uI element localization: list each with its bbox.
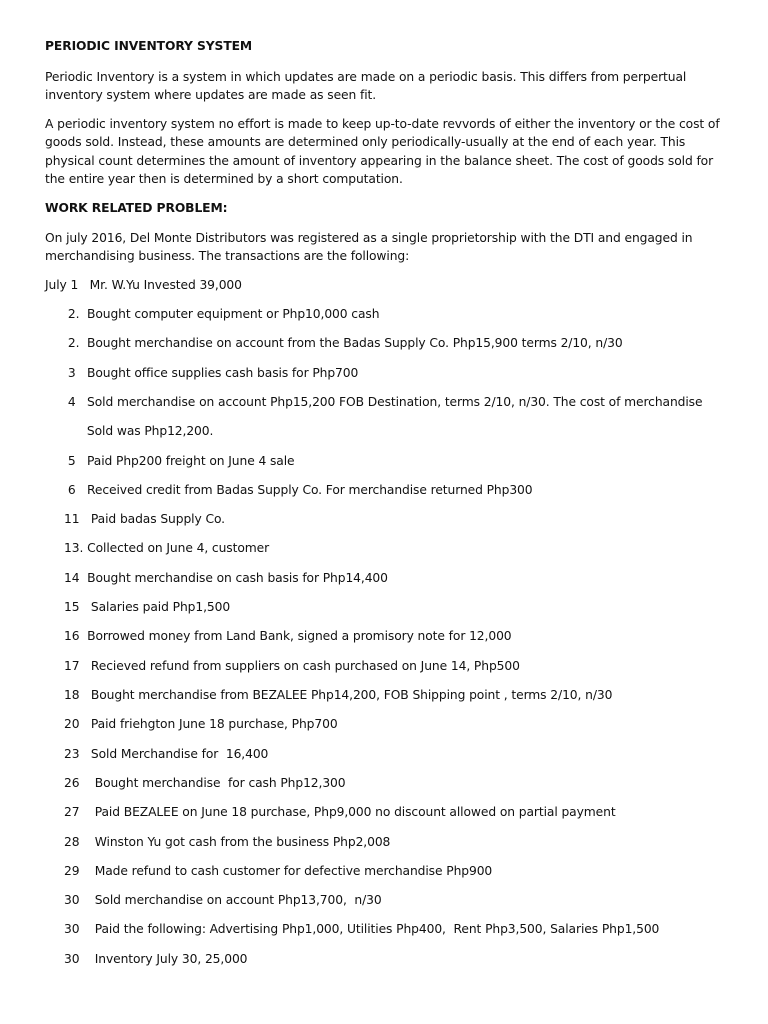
transaction-line: 30 Sold merchandise on account Php13,700, n/30 — [45, 893, 382, 907]
transaction-line: 2. Bought computer equipment or Php10,000 cash — [45, 307, 380, 321]
transaction-line: 14 Bought merchandise on cash basis for Php14,400 — [45, 571, 388, 585]
transaction-line: 13. Collected on June 4, customer — [45, 541, 270, 555]
transaction-line: 15 Salaries paid Php1,500 — [45, 600, 231, 614]
transaction-line: 11 Paid badas Supply Co. — [45, 512, 225, 526]
paragraph-1: Periodic Inventory is a system in which updates are made on a periodic basis. This differs from perpertual inventory system where updates are made as seen fit. — [45, 70, 687, 103]
transaction-line: July 1 Mr. W.Yu Invested 39,000 — [45, 278, 242, 292]
transaction-line: 6 Received credit from Badas Supply Co. For merchandise returned Php300 — [45, 483, 533, 497]
document-title: PERIODIC INVENTORY SYSTEM — [45, 39, 253, 53]
transaction-line: Sold was Php12,200. — [45, 424, 214, 438]
transaction-line: 5 Paid Php200 freight on June 4 sale — [45, 454, 295, 468]
transaction-line: 29 Made refund to cash customer for defective merchandise Php900 — [45, 864, 493, 878]
transaction-line: 27 Paid BEZALEE on June 18 purchase, Php9,000 no discount allowed on partial payment — [45, 805, 616, 819]
transaction-line: 28 Winston Yu got cash from the business Php2,008 — [45, 835, 391, 849]
transaction-line: 16 Borrowed money from Land Bank, signed a promisory note for 12,000 — [45, 629, 512, 643]
transaction-line: 17 Recieved refund from suppliers on cash purchased on June 14, Php500 — [45, 659, 520, 673]
transaction-line: 3 Bought office supplies cash basis for Php700 — [45, 366, 359, 380]
transaction-line: 30 Inventory July 30, 25,000 — [45, 952, 248, 966]
transaction-line: 20 Paid friehgton June 18 purchase, Php700 — [45, 717, 338, 731]
paragraph-2: A periodic inventory system no effort is made to keep up-to-date revvords of either the inventory or the cost of goods sold. Instead, these amounts are determined only periodically-usually at the end of each year. This physical count determines the amount of inventory appearing in the balance sheet. The cost of goods sold for the entire year then is determined by a short computation. — [45, 117, 720, 186]
transaction-line: 2. Bought merchandise on account from the Badas Supply Co. Php15,900 terms 2/10, n/30 — [45, 336, 623, 350]
problem-intro: On july 2016, Del Monte Distributors was registered as a single proprietorship with the DTI and engaged in merchandising business. The transactions are the following: — [45, 231, 693, 264]
transaction-line: 30 Paid the following: Advertising Php1,000, Utilities Php400, Rent Php3,500, Salaries Php1,500 — [45, 922, 660, 936]
transaction-line: 26 Bought merchandise for cash Php12,300 — [45, 776, 346, 790]
problem-heading: WORK RELATED PROBLEM: — [45, 201, 228, 215]
transaction-line: 4 Sold merchandise on account Php15,200 FOB Destination, terms 2/10, n/30. The cost of merchandise — [45, 395, 703, 409]
transaction-line: 18 Bought merchandise from BEZALEE Php14,200, FOB Shipping point , terms 2/10, n/30 — [45, 688, 613, 702]
transaction-line: 23 Sold Merchandise for 16,400 — [45, 747, 269, 761]
